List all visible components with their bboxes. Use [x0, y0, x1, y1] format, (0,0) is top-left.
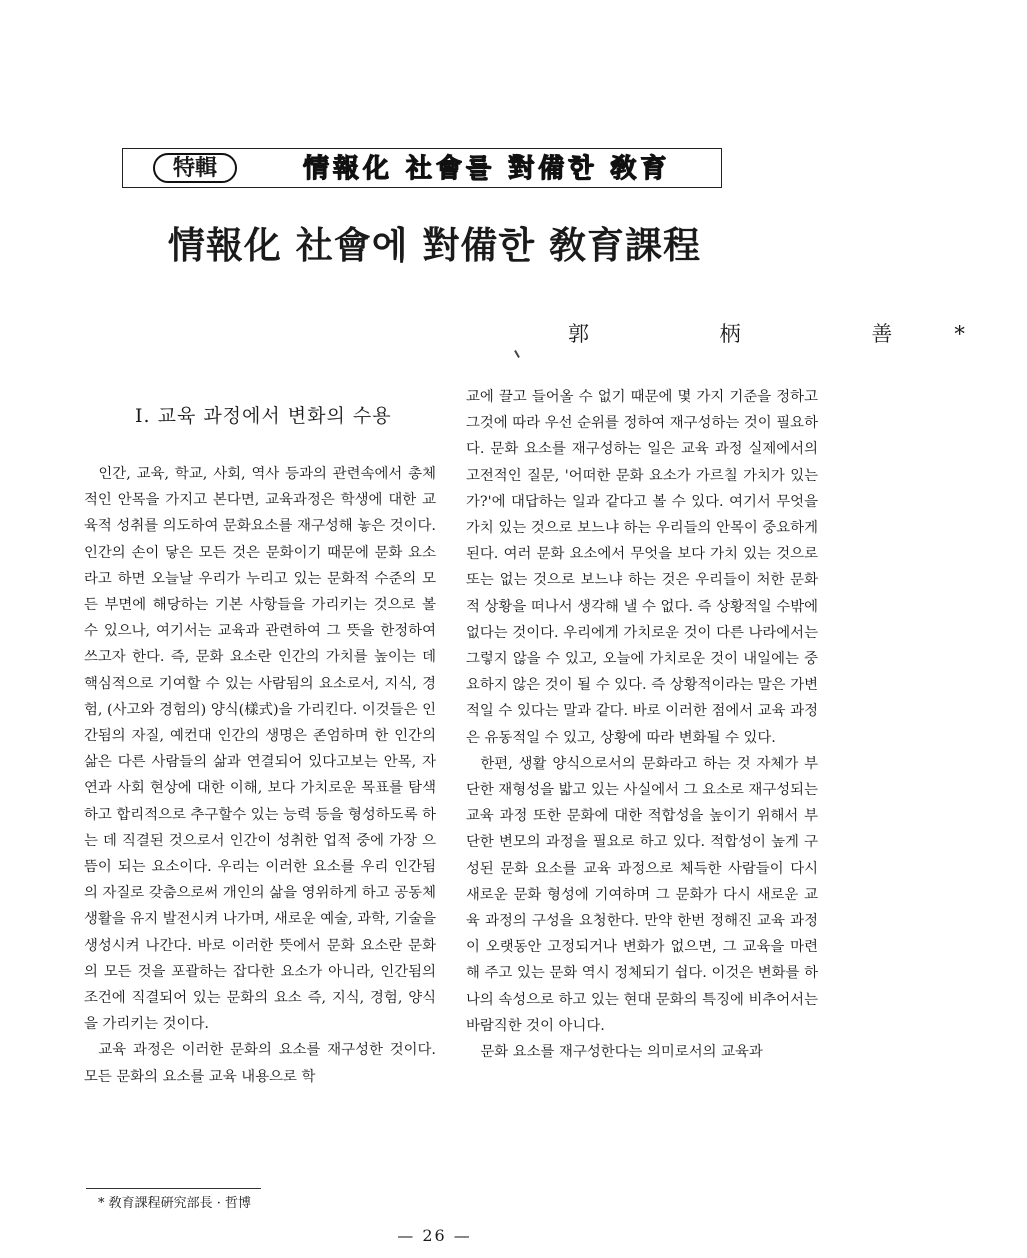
left-paragraph-2: 교육 과정은 이러한 문화의 요소를 재구성한 것이다. 모든 문화의 요소를 교육 내용으로 학 [84, 1042, 436, 1085]
left-paragraph-1: 인간, 교육, 학교, 사회, 역사 등과의 관련속에서 총체적인 안목을 가지고 본다면, 교육과정은 학생에 대한 교육적 성취를 의도하여 문화요소를 재구성해 놓은 것이다. 인간의 손이 닿은 모든 것은 문화이기 때문에 문화 요소라고 하면 오늘날 우리가 누리고 있는 문화적 수준의 모든 부면에 해당하는 기본 사항들을 가리키는 것으로 볼 수 있으나, 여기서는 교육과 관련하여 그 뜻을 한정하여 쓰고자 한다. 즉, 문화 요소란 인간의 가치를 높이는 데 핵심적으로 기여할 수 있는 사람됨의 요소로서, 지식, 경험, (사고와 경험의) 양식(樣式)을 가리킨다. 이것들은 인간됨의 자질, 예컨대 인간의 생명은 존엄하며 한 인간의 삶은 다른 사람들의 삶과 연결되어 있다고보는 안목, 자연과 사회 현상에 대한 이해, 보다 가치로운 목표를 탐색하고 합리적으로 추구할수 있는 능력 등을 형성하도록 하는 데 직결된 것으로서 인간이 성취한 업적 중에 가장 으뜸이 되는 요소이다. 우리는 이러한 요소를 우리 인간됨의 자질로 갖춤으로써 개인의 삶을 영위하게 하고 공동체 생활을 유지 발전시켜 나가며, 새로운 예술, 과학, 기술을 생성시켜 나간다. 바로 이러한 뜻에서 문화 요소란 문화의 모든 것을 포괄하는 잡다한 요소가 아니라, 인간됨의 조건에 직결되어 있는 문화의 요소 즉, 지식, 경험, 양식을 가리키는 것이다. [84, 466, 436, 1033]
right-column [466, 384, 818, 1065]
banner-title: 情報化 社會를 對備한 敎育 [303, 154, 671, 184]
left-column [84, 461, 436, 1090]
stray-mark [514, 350, 520, 358]
footnote: * 敎育課程硏究部長 · 哲博 [98, 1196, 252, 1211]
right-paragraph-1: 교에 끌고 들어올 수 없기 때문에 몇 가지 기준을 정하고 그것에 따라 우선 순위를 정하여 재구성하는 것이 필요하다. 문화 요소를 재구성하는 일은 교육 과정 실제에서의 고전적인 질문, '어떠한 문화 요소가 가르칠 가치가 있는가?'에 대답하는 일과 같다고 볼 수 있다. 여기서 무엇을 가치 있는 것으로 보느냐 하는 우리들의 안목이 중요하게 된다. 여러 문화 요소에서 무엇을 보다 가치 있는 것으로 또는 없는 것으로 보느냐 하는 것은 우리들이 처한 문화적 상황을 떠나서 생각해 낼 수 없다. 즉 상황적일 수밖에 없다는 것이다. 우리에게 가치로운 것이 다른 나라에서는 그렇지 않을 수 있고, 오늘에 가치로운 것이 내일에는 중요하지 않은 것이 될 수 있다. 즉 상황적이라는 말은 가변적일 수 있다는 말과 같다. 바로 이러한 점에서 교육 과정은 유동적일 수 있고, 상황에 따라 변화될 수 있다. [466, 389, 818, 746]
author-name: 郭 柄 善* [568, 322, 1027, 346]
article-title: 情報化 社會에 對備한 敎育課程 [167, 223, 702, 267]
banner-tag: 特輯 [153, 153, 237, 183]
special-feature-banner [122, 148, 722, 188]
footnote-divider [86, 1188, 261, 1189]
section-heading: Ⅰ. 교육 과정에서 변화의 수용 [135, 405, 392, 427]
right-paragraph-2: 한편, 생활 양식으로서의 문화라고 하는 것 자체가 부단한 재형성을 밟고 있는 사실에서 그 요소로 재구성되는 교육 과정 또한 문화에 대한 적합성을 높이기 위해서 부단한 변모의 과정을 필요로 하고 있다. 적합성이 높게 구성된 문화 요소를 교육 과정으로 체득한 사람들이 다시 새로운 문화 형성에 기여하며 그 문화가 다시 새로운 교육 과정의 구성을 요청한다. 만약 한번 정해진 교육 과정이 오랫동안 고정되거나 변화가 없으면, 그 교육을 마련해 주고 있는 문화 역시 정체되기 쉽다. 이것은 변화를 하나의 속성으로 하고 있는 현대 문화의 특징에 비추어서는 바람직한 것이 아니다. [466, 755, 818, 1034]
page-number: — 26 — [397, 1226, 472, 1245]
right-paragraph-3: 문화 요소를 재구성한다는 의미로서의 교육과 [480, 1044, 763, 1061]
